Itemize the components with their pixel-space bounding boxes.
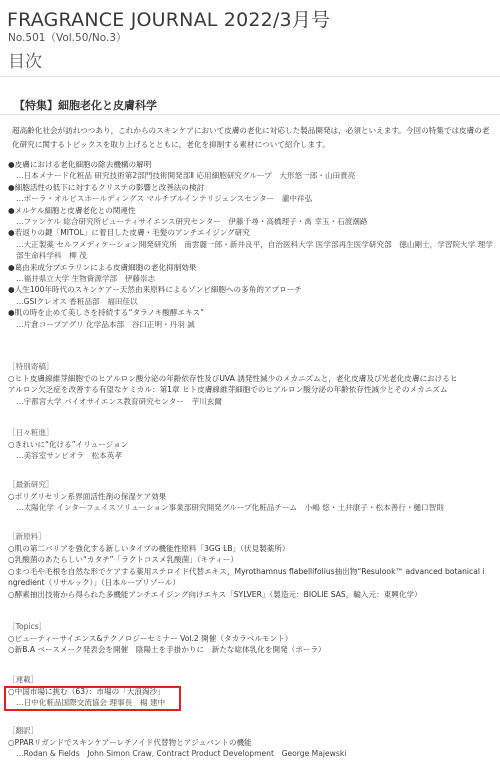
article-title[interactable]: ○きれいに“化ける”イリュージョン [8,440,129,449]
article-title[interactable]: ●皮膚における老化細胞の除去機構の解明 [8,160,152,169]
article-title[interactable]: ○ヒト皮膚線維芽細胞でのヒアルロン酸分泌の年齢依存性及びUVA 誘発性減少のメカニズムと，老化皮膚及び光老化皮膚におけるヒ [8,374,458,383]
section-heading: ［日々粧進］ [8,428,54,437]
feature-title: 【特集】細胞老化と皮膚科学 [14,99,157,112]
article-title[interactable]: ●肌の時を止めて美しさを持続する“タラノキ酸酵エキス” [8,308,205,318]
article-authors: …福井県立大学 生物資源学部 伊藤崇志 [16,273,156,283]
section-heading: ［翻訳］ [8,726,39,735]
article-title[interactable]: ○酵素抽出技術から得られた多機能アンチエイジング向けエキス「SYLVER」（製造元：BIOLIE SAS，輸入元：東興化学） [8,589,422,599]
article-title-cont[interactable]: ngredient（リサルック）」（日本ループリゾール） [8,578,180,588]
toc-heading: 目次 [8,52,42,72]
article-authors: …Rodan & Fields John Simon Craw, Contract Product Development George Majewski [16,749,347,759]
article-authors: …ファンケル 総合研究所ビューティサイエンス研究センター 伊藤千尋・高橋理子・禹 幸玉・石渡潮路 [16,216,368,226]
section-heading: ［新原料］ [8,532,46,541]
article-title[interactable]: ○ビューティーサイエンス&テクノロジーセミナー Vol.2 開催（タカラベルモント） [8,634,293,643]
article-title[interactable]: ○ポリグリセリン系界面活性剤の保湿ケア効果 [8,492,167,501]
section-heading: ［特別寄稿］ [8,362,54,371]
article-authors: …日本メナード化粧品 研究技術第2部門技術開発部Ⅱ 応用細胞研究グループ 大形悠一郎・山田貴亮 [16,171,356,181]
article-title[interactable]: ●メルケル細胞と皮膚老化との関連性 [8,205,136,215]
section-translation [8,724,496,760]
section-heading: ［連載］ [8,675,39,684]
section-heading: ［最新研究］ [8,480,54,489]
article-authors: …片倉コープアグリ 化学品本部 谷口正明・丹羽 誠 [16,319,195,329]
article-authors: …大正製薬 セルフメディケーション開発研究所 南雲麗一郎・新井良平，自治医科大学 医学部再生医学研究部 徳山剛士，学習院大学 理学部生命科学科 柳 茂 [16,239,493,261]
article-authors: …宇都宮大学 バイオサイエンス教育研究センター 芋川玄爾 [16,396,222,406]
article-title[interactable]: ○肌の第二バリアを強化する新しいタイプの機能性原料「3GG LB」（伏見製薬所） [8,544,290,553]
section-daily [8,426,496,462]
feature-intro: 超高齢化社会が訪れつつあり，これからのスキンケアにおいて皮膚の老化に対応した製品開発は，必須といえます。今回の特集では皮膚の老化研究に関するトピックスを取り上げるとともに，老化を抑制する素材について紹介します。 [12,126,490,149]
article-title[interactable]: ○新B.A ベースメーク発表会を開催 陰陽土を手掛かりに 新たな総体乳化を開発（ポーラ） [8,645,326,655]
article-title[interactable]: ●人生100年時代のスキンケアー天然由来原料によるゾンビ細胞への多角的アプローチ [8,285,302,295]
highlight-box [4,686,181,711]
issue-number: No.501（Vol.50/No.3） [8,32,127,44]
article-title[interactable]: アルロン欠乏症を改善する有望なケミカル：第1章 ヒト皮膚線維芽細胞でのヒアルロン酸分泌の年齢依存性減少とそのメカニズム [8,385,448,395]
divider [0,76,500,77]
article-title[interactable]: ●葛由来成分プエラリンによる皮膚細胞の老化抑制効果 [8,262,197,272]
article-title[interactable]: ○PPARリガンドでスキンケアーレチノイド代替物とアジュバントの機能 [8,738,252,747]
section-latest-research [8,478,496,514]
section-heading: ［Topics］ [8,622,47,631]
article-title[interactable]: ●若返りの鍵「MITOL」に着目した皮膚・毛髪のアンチエイジング研究 [8,228,250,238]
section-topics [8,620,496,656]
section-new-ingredients [8,530,496,600]
article-authors: …美容室サンビオラ 松本英孝 [16,451,122,461]
section-special-contribution [8,360,496,407]
article-authors: …太陽化学 インターフェイスソリューション事業部研究開発グループ化粧品チーム 小嶋 悠・土井康子・松本善行・樋口智則 [16,503,444,513]
article-title[interactable]: ●細胞活性の低下に対するクリステの影響と改善法の検討 [8,182,205,192]
journal-title: FRAGRANCE JOURNAL 2022/3月号 [7,9,331,31]
article-title[interactable]: ○まつ毛や毛根を自然な形でケアする薬用ステロイド代替エキス，Myrothamnus flabellifolius抽出物“Resulook™ advanced botanical i [8,566,485,576]
article-authors: …ポーラ・オルビスホールディングス マルチプルインテリジェンスセンター 瀧中祥弘 [16,194,313,204]
article-authors: …GSIクレオス 香粧品部 福田佳以 [16,296,138,306]
article-title[interactable]: ○乳酸菌のあたらしい“カタチ”「ラクトコスメ乳酸菌」（キティー） [8,555,238,565]
article-title[interactable]: ○中国市場に挑む（63）：市場の「大浪淘沙」 [8,687,165,696]
article-authors: …日中化粧品国際交流協会 理事長 楊 建中 [16,698,166,708]
feature-article-list [8,159,496,330]
divider [0,114,500,115]
